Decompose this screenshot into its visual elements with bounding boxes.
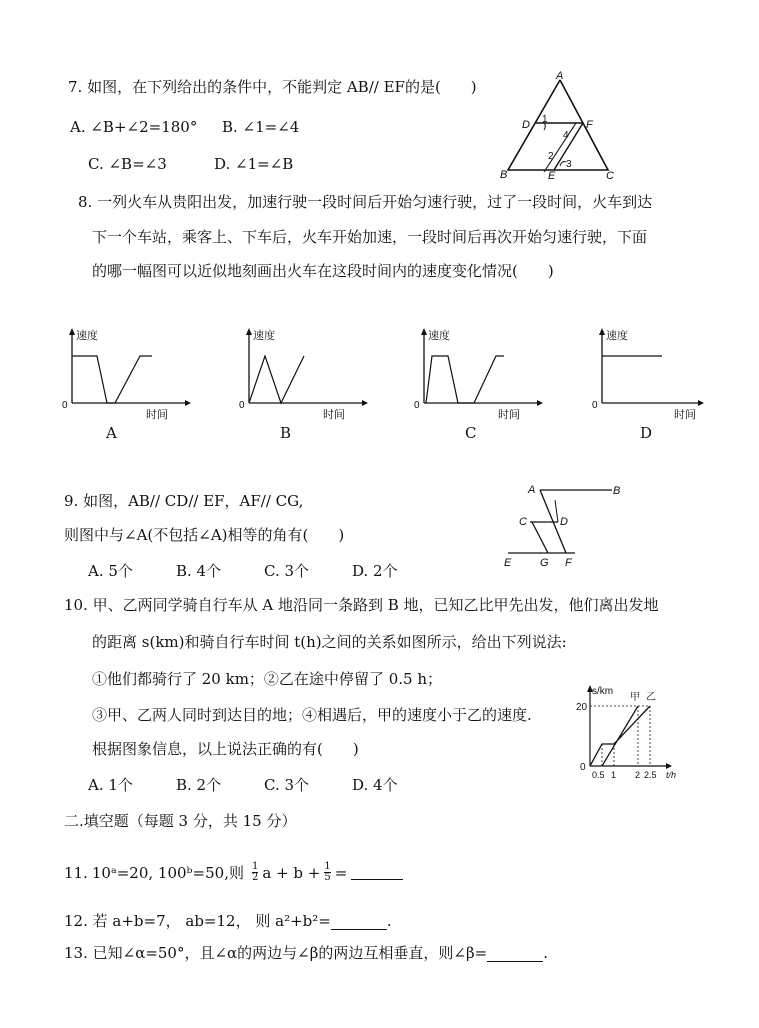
q11-fraction-2: [324, 862, 330, 883]
q9-figure: [500, 478, 630, 570]
q8-graph-b-letter: B: [280, 424, 292, 442]
q10-option-c: C. 3个: [264, 776, 310, 794]
q10-line3: ①他们都骑行了 20 km；②乙在途中停留了 0.5 h；: [92, 670, 442, 688]
q11-eq: =: [334, 863, 348, 882]
q9-label-g: G: [540, 557, 549, 569]
q9-label-b: B: [613, 485, 621, 497]
q9-label-c: C: [519, 516, 527, 528]
q8-graph-c-letter: C: [465, 424, 477, 442]
q8b-series-line: [249, 356, 304, 403]
q10-line1: 10. 甲、乙两同学骑自行车从 A 地沿同一条路到 B 地，已知乙比甲先出发，他们离出发地: [64, 596, 659, 614]
q8-line3: 的哪一幅图可以近似地刻画出火车在这段时间内的速度变化情况( ): [92, 262, 554, 280]
q11-frac1-den: 2: [251, 872, 259, 883]
q7-label-d: D: [522, 119, 530, 131]
q11-num: 11.: [64, 863, 88, 882]
q10-ylabel: s/km: [592, 686, 614, 697]
q11: [64, 862, 403, 883]
q11-frac2-den: 5: [324, 872, 331, 883]
q9-stem: 9. 如图，AB// CD// EF，AF// CG,: [64, 492, 304, 510]
q8c-ylabel: 速度: [428, 330, 450, 342]
q9-label-a: A: [528, 484, 536, 496]
q11-answer-blank[interactable]: [351, 865, 403, 880]
q10-line4: ③甲、乙两人同时到达目的地；④相遇后，甲的速度小于乙的速度.: [92, 706, 532, 724]
q8c-series-line: [426, 356, 504, 403]
section2-title: 二.填空题（每题 3 分，共 15 分）: [64, 812, 297, 830]
q8-graph-d-letter: D: [640, 424, 653, 442]
q12-answer-blank[interactable]: [331, 915, 387, 930]
q8c-origin: 0: [414, 400, 420, 411]
q11-text: 10ᵃ=20, 100ᵇ=50,则: [91, 863, 244, 882]
q10-line2: 的距离 s(km)和骑自行车时间 t(h)之间的关系如图所示，给出下列说法:: [92, 633, 567, 651]
q9-label-f: F: [565, 557, 572, 569]
q7-angle-4: 4: [563, 130, 569, 141]
q12: [64, 912, 392, 930]
q8a-origin: 0: [62, 400, 68, 411]
q10-option-d: D. 4个: [352, 776, 398, 794]
q10-origin: 0: [580, 762, 586, 773]
q9-option-a: A. 5个: [88, 562, 133, 580]
q9-label-e: E: [504, 557, 512, 569]
q9-option-b: B. 4个: [176, 562, 222, 580]
q8b-ylabel: 速度: [253, 330, 275, 342]
q7-option-c: C. ∠B=∠3: [88, 155, 167, 173]
q7-angle-1: 1: [542, 114, 548, 125]
q8-graph-d: [590, 325, 720, 420]
q9-line2: 则图中与∠A(不包括∠A)相等的角有( ): [64, 526, 345, 544]
q8d-xlabel: 时间: [674, 409, 696, 421]
q8-graph-a: [60, 325, 190, 420]
q10-line5: 根据图象信息，以上说法正确的有( ): [92, 740, 359, 758]
q7-label-b: B: [500, 169, 508, 181]
q8-graph-c: [412, 325, 542, 420]
q11-mid: a + b +: [262, 863, 321, 882]
q8a-xlabel: 时间: [146, 409, 168, 421]
q9-option-d: D. 2个: [352, 562, 398, 580]
q8d-origin: 0: [592, 400, 598, 411]
q8-line2: 下一个车站，乘客上、下车后，火车开始加速，一段时间后再次开始匀速行驶，下面: [92, 228, 648, 246]
q7-angle-2: 2: [548, 151, 554, 162]
q9-label-d: D: [560, 516, 568, 528]
q10-graph: [570, 682, 690, 782]
q8b-xlabel: 时间: [323, 409, 345, 421]
q8-graph-b: [237, 325, 367, 420]
q12-end: .: [386, 912, 392, 930]
q13: [64, 944, 548, 962]
q10-option-b: B. 2个: [176, 776, 222, 794]
q10-series-jia-label: 甲: [630, 692, 640, 703]
q8a-ylabel: 速度: [76, 330, 98, 342]
q8d-ylabel: 速度: [606, 330, 628, 342]
q11-fraction-1: [252, 862, 258, 883]
q10-series-yi-label: 乙: [646, 692, 656, 703]
q7-label-f: F: [586, 119, 593, 131]
q13-text: 13. 已知∠α=50°，且∠α的两边与∠β的两边互相垂直，则∠β=: [64, 944, 488, 962]
q11-frac2-num: 1: [324, 861, 331, 872]
q10-series-jia: [602, 706, 638, 766]
q7-stem: 7. 如图，在下列给出的条件中，不能判定 AB// EF的是( ): [68, 78, 477, 96]
q7-option-a: A. ∠B+∠2=180°: [70, 118, 198, 136]
q8-graph-a-letter: A: [106, 424, 117, 442]
q10-ytick-20: 20: [576, 702, 588, 713]
q8a-series-line: [72, 356, 152, 403]
q10-xtick-2: 2: [635, 770, 641, 780]
q10-xtick-1: 1: [611, 770, 617, 780]
q8-line1: 8. 一列火车从贵阳出发，加速行驶一段时间后开始匀速行驶，过了一段时间，火车到达: [78, 193, 653, 211]
q7-option-d: D. ∠1=∠B: [214, 155, 294, 173]
q8b-origin: 0: [239, 400, 245, 411]
q7-angle-3: 3: [566, 159, 572, 170]
q13-end: .: [543, 944, 549, 962]
q11-frac1-num: 1: [251, 861, 259, 872]
q10-xtick-2.5: 2.5: [644, 770, 657, 780]
q7-label-a: A: [556, 70, 564, 82]
q10-xtick-0.5: 0.5: [592, 770, 605, 780]
q12-text: 12. 若 a+b=7， ab=12， 则 a²+b²=: [64, 912, 331, 930]
q9-option-c: C. 3个: [264, 562, 310, 580]
q8c-xlabel: 时间: [498, 409, 520, 421]
q7-label-c: C: [606, 170, 614, 182]
q7-figure: [500, 70, 620, 180]
q10-xlabel: t/h: [666, 770, 677, 780]
q7-option-b: B. ∠1=∠4: [222, 118, 300, 136]
q7-label-e: E: [548, 170, 556, 182]
q10-option-a: A. 1个: [88, 776, 133, 794]
q13-answer-blank[interactable]: [487, 947, 543, 962]
